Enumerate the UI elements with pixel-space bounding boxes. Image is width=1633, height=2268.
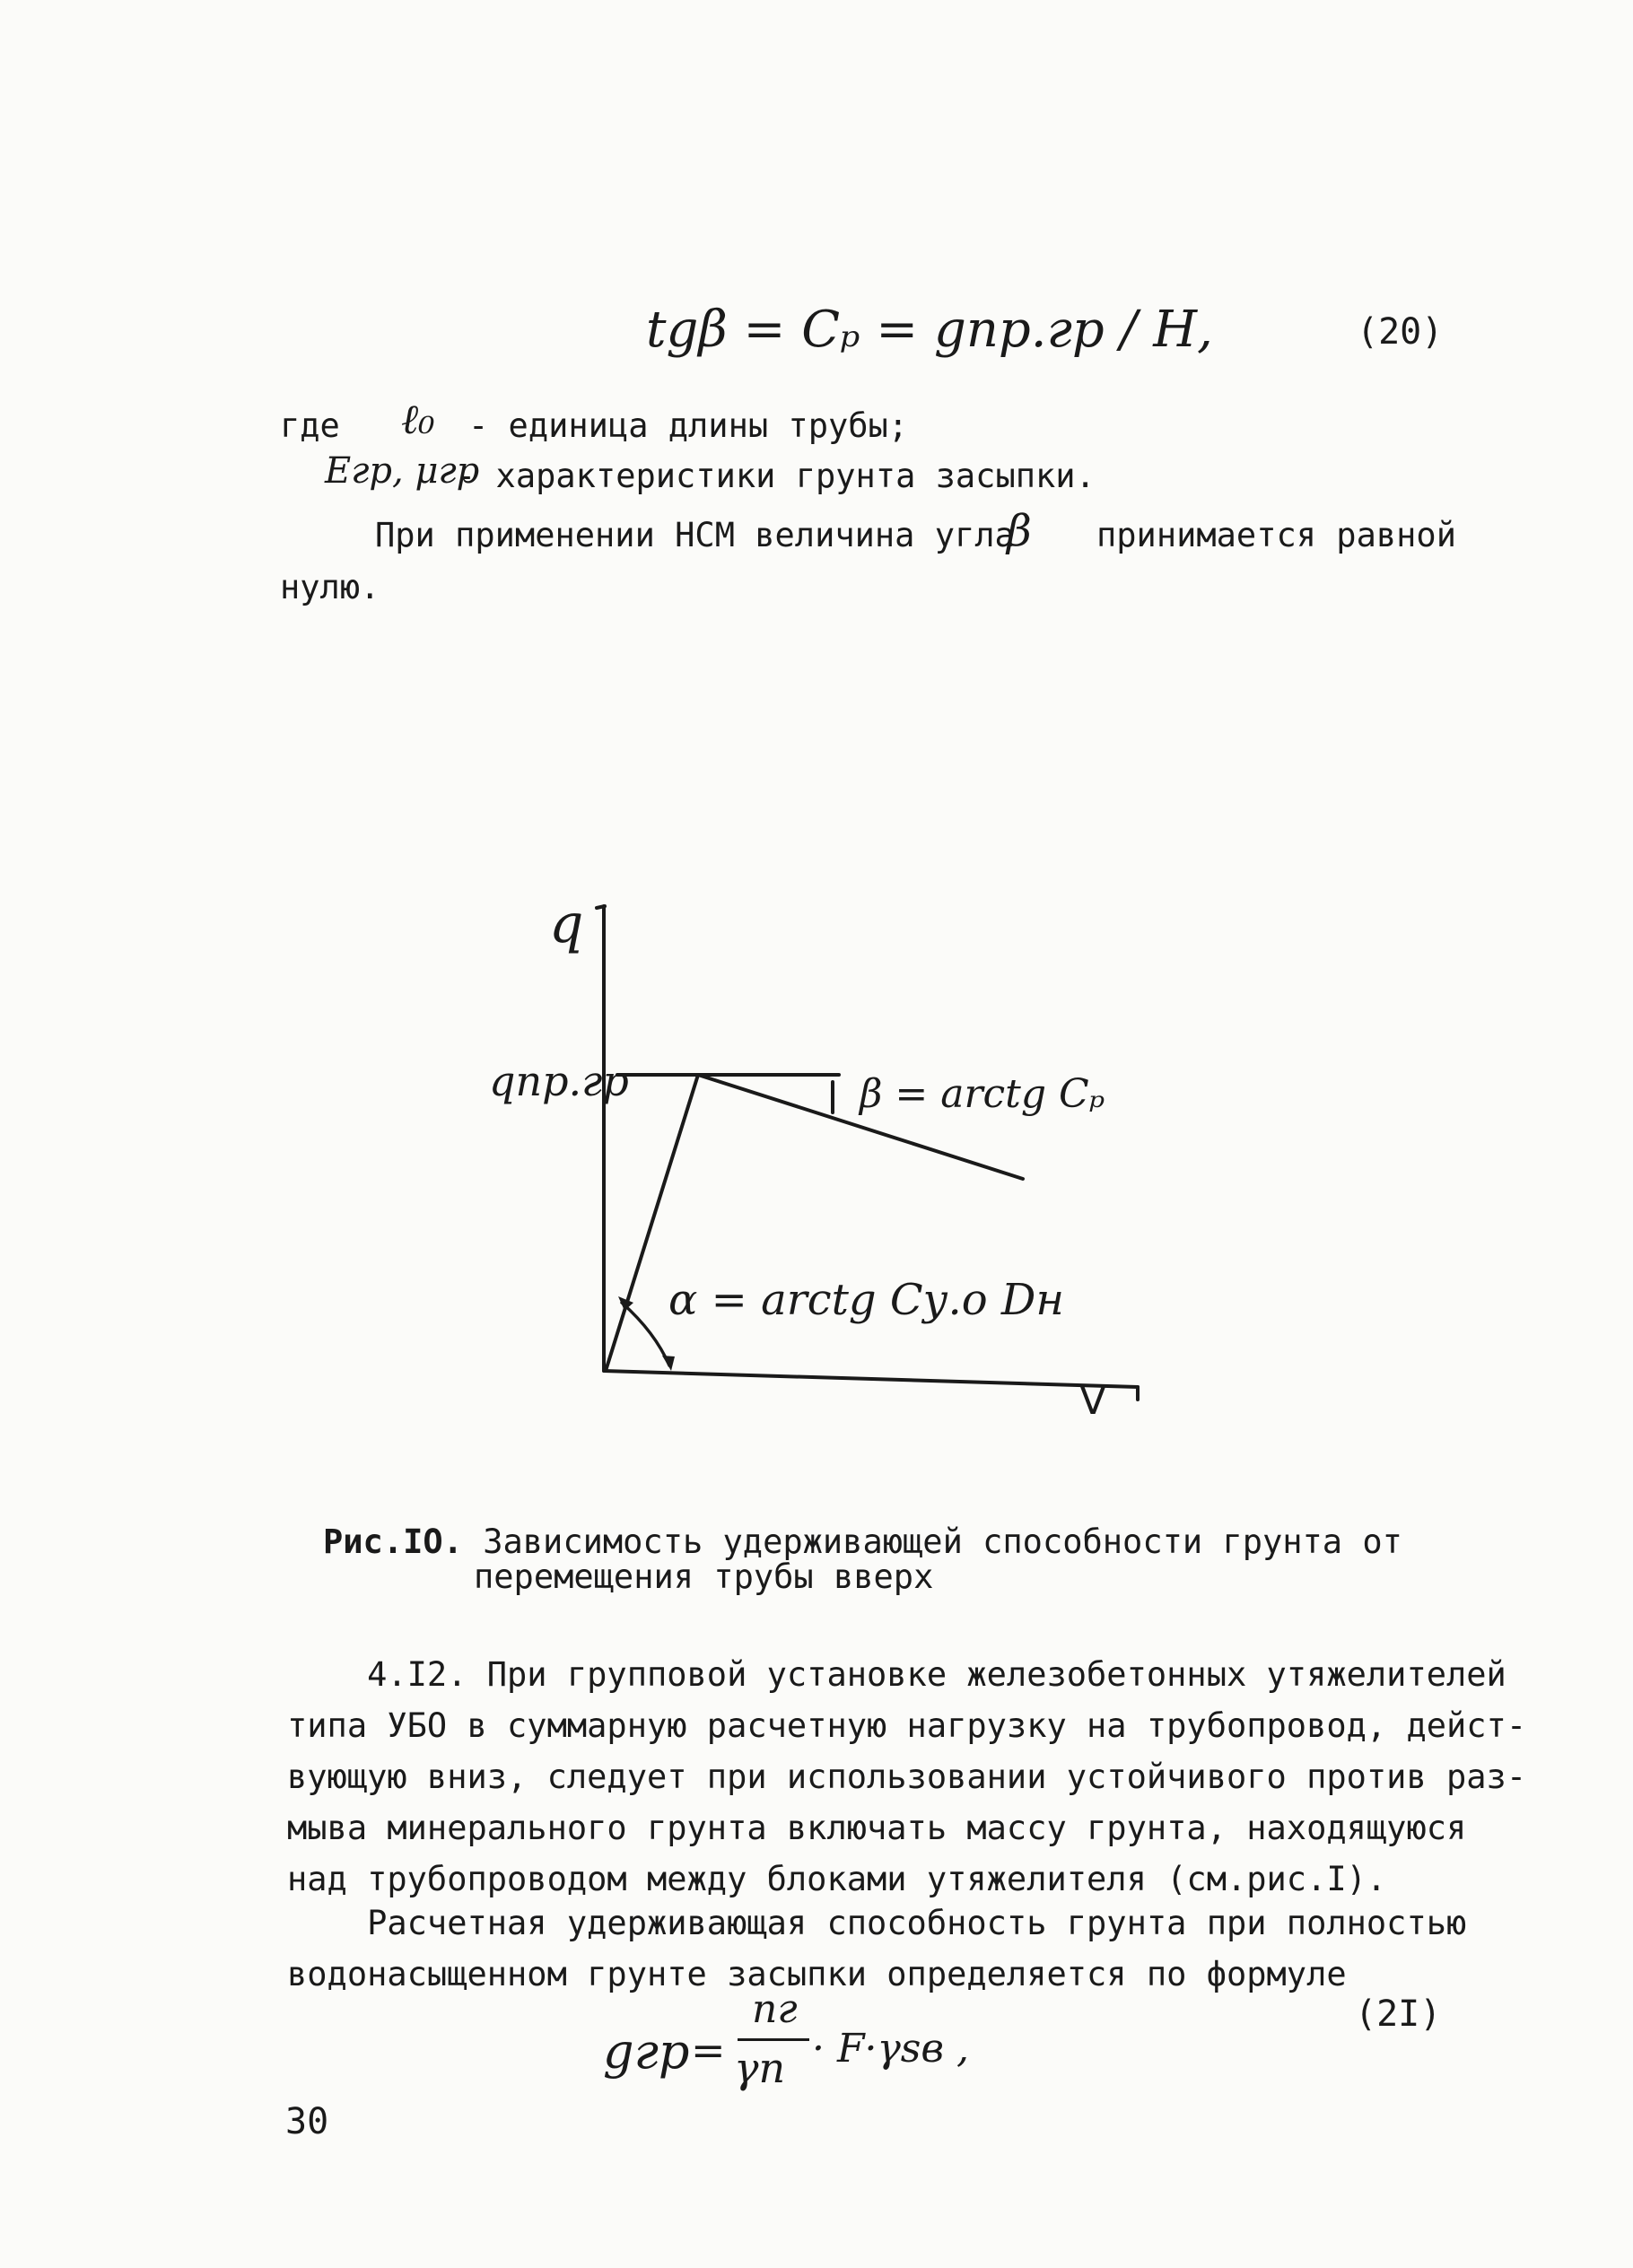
- rising-line: [606, 1075, 698, 1371]
- figure-caption: [323, 1522, 1402, 1596]
- ncm-note-line1-start: При применении НСМ величина угла: [375, 516, 1015, 554]
- alpha-label: α = arctg Cу.о Dн: [668, 1275, 1064, 1325]
- section-4-12-line: вующую вниз, следует при использовании устойчивого против раз-: [287, 1758, 1527, 1796]
- definition-symbol-soil: Eгр, μгр: [325, 450, 480, 492]
- alpha-arc-arrow-start: [618, 1296, 633, 1311]
- definition-symbol-l0: ℓ₀: [401, 395, 435, 443]
- alpha-angle-arc: [622, 1303, 669, 1365]
- definition-text-soil: - характеристики грунта засыпки.: [456, 457, 1096, 495]
- equation-21-numerator: nг: [752, 1986, 798, 2032]
- equation-21-denominator: γn: [734, 2044, 786, 2092]
- alpha-arc-arrow-end: [662, 1356, 675, 1371]
- equation-20-number: (20): [1357, 311, 1444, 353]
- page-number: 30: [285, 2101, 329, 2142]
- caption-number: Рис.IO.: [323, 1522, 463, 1561]
- section-4-12-line: над трубопроводом между блоками утяжелителя (см.рис.I).: [287, 1860, 1387, 1898]
- ncm-note-line1-end: принимается равной: [1096, 516, 1456, 554]
- definitions-intro: где: [280, 406, 340, 445]
- beta-label: β = arctg Cₚ: [860, 1071, 1105, 1117]
- equation-20: tgβ = Cₚ = gпр.гр / H,: [646, 301, 1213, 359]
- section-4-12-line: типа УБО в суммарную расчетную нагрузку на трубопровод, дейст-: [287, 1706, 1527, 1745]
- equation-21-number: (2I): [1355, 1993, 1442, 2035]
- caption-line2: перемещения трубы вверх: [474, 1557, 934, 1596]
- capacity-line: Расчетная удерживающая способность грунта при полностью: [287, 1904, 1467, 1942]
- section-4-12-line: мыва минерального грунта включать массу грунта, находящуюся: [287, 1809, 1467, 1847]
- capacity-line: водонасыщенном грунте засыпки определяется по формуле: [287, 1955, 1347, 1993]
- equation-21-equals: =: [691, 2026, 726, 2074]
- x-axis-label: V: [1079, 1378, 1107, 1424]
- equation-21-fraction-bar: [738, 2038, 809, 2041]
- x-axis: [604, 1371, 1138, 1387]
- ncm-note-line2: нулю.: [280, 568, 380, 606]
- caption-line1: Зависимость удерживающей способности грунта от: [483, 1522, 1402, 1561]
- q-level-label: qпр.гр: [489, 1057, 629, 1105]
- y-axis-label: q: [549, 893, 584, 955]
- equation-21-lhs: gгр: [603, 2023, 690, 2080]
- ncm-note-beta: β: [1007, 506, 1032, 556]
- y-axis-top-tick: [597, 906, 605, 908]
- section-4-12-line: 4.I2. При групповой установке железобетонных утяжелителей: [287, 1655, 1506, 1694]
- equation-21-rhs: · F·γsв ,: [812, 2026, 969, 2072]
- section-4-12: [287, 1649, 1527, 1905]
- capacity-paragraph: [287, 1897, 1467, 2000]
- definition-text-l0: - единица длины трубы;: [468, 406, 909, 445]
